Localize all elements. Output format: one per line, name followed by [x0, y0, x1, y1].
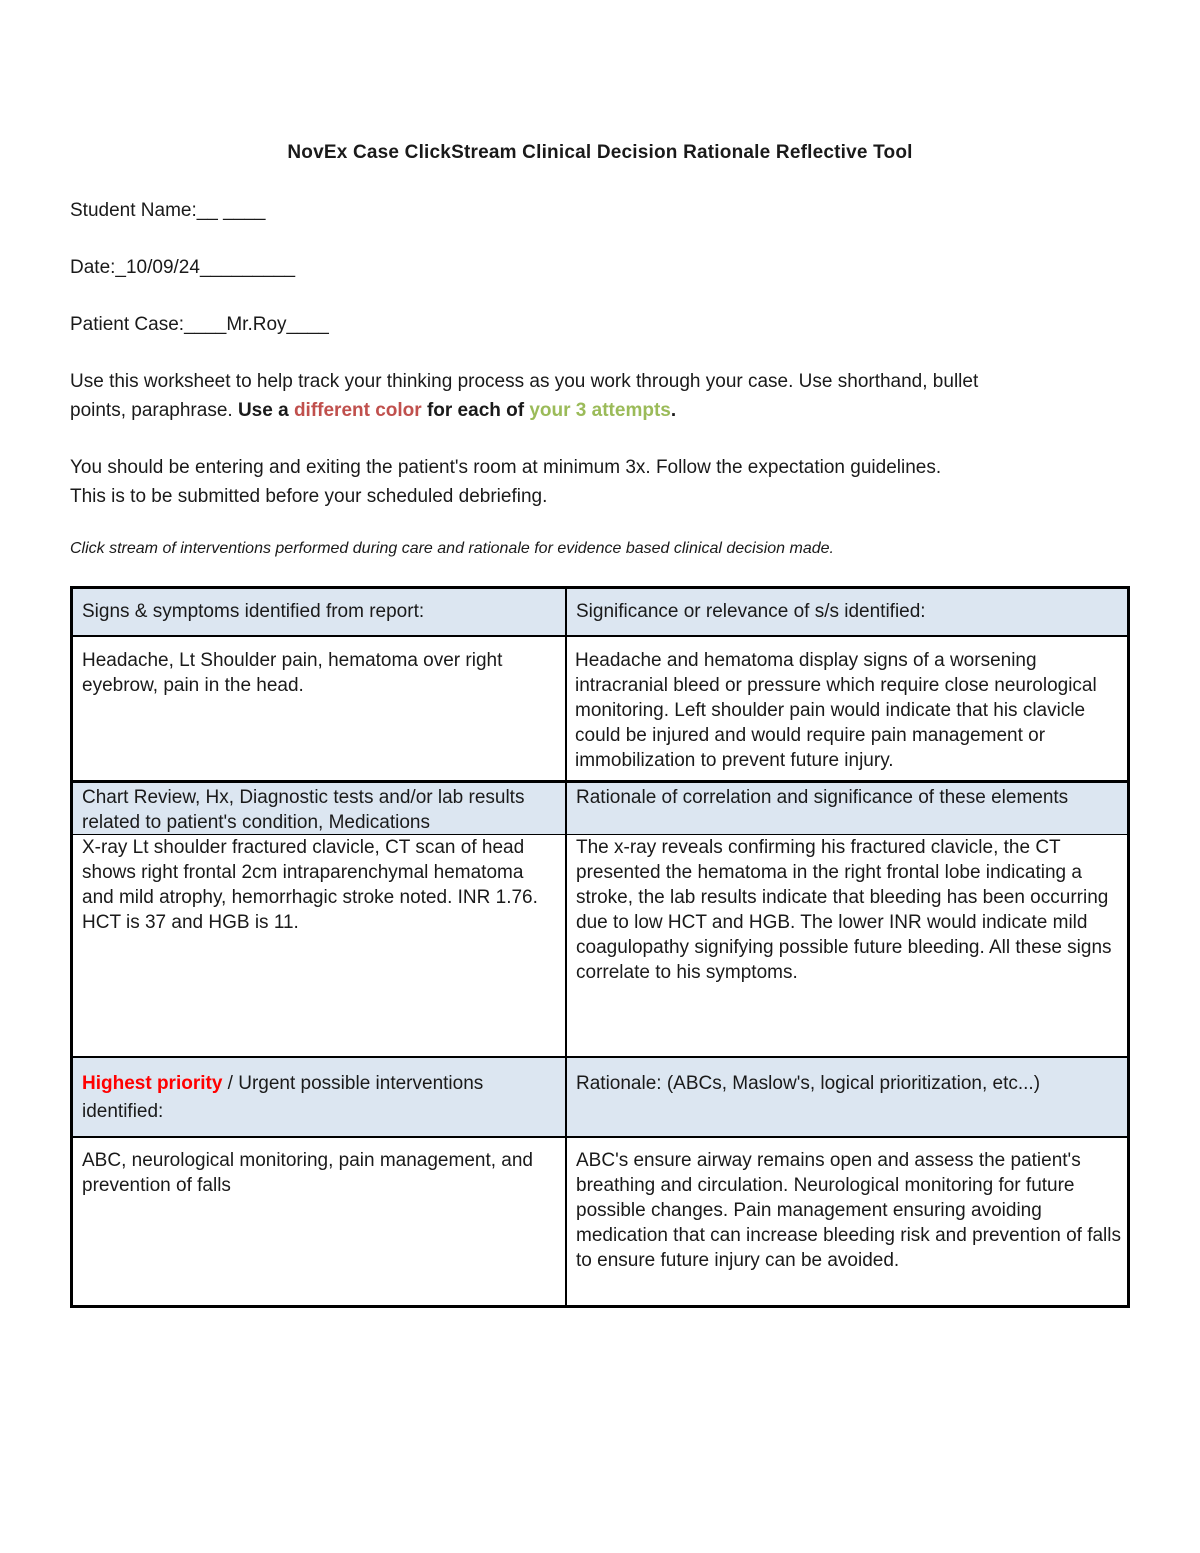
date-field: Date:_10/09/24_________ [70, 257, 296, 278]
table-border-row1 [70, 635, 1130, 637]
clickstream-note: Click stream of interventions performed during care and rationale for evidence based clinical decision made. [70, 540, 834, 557]
table-border-row2 [70, 780, 1130, 783]
page-title: NovEx Case ClickStream Clinical Decision Rationale Reflective Tool [287, 142, 913, 163]
patient-case-field: Patient Case:____Mr.Roy____ [70, 314, 329, 335]
table-header-highest-priority: Highest priority / Urgent possible interventions identified: [72, 1057, 566, 1137]
table-header-signs-symptoms: Signs & symptoms identified from report: [72, 588, 566, 636]
chart-review-cell: X-ray Lt shoulder fractured clavicle, CT scan of head shows right frontal 2cm intraparenchymal hematoma and mild atrophy, hemorrhagic stroke noted. INR 1.76. HCT is 37 and HGB is 11. [82, 837, 538, 933]
table-border-bottom [70, 1305, 1130, 1308]
table-border-right [1127, 586, 1130, 1308]
table-header-significance: Significance or relevance of s/s identified: [566, 588, 1128, 636]
instructions-paragraph [70, 367, 1140, 425]
table-border-row4 [70, 1056, 1130, 1058]
table-header-rationale-abcs: Rationale: (ABCs, Maslow's, logical prioritization, etc...) [566, 1057, 1128, 1137]
instructions-line-2: points, paraphrase. Use a different color for each of your 3 attempts. [70, 400, 677, 421]
signs-symptoms-cell: Headache, Lt Shoulder pain, hematoma over right eyebrow, pain in the head. [82, 650, 503, 696]
attempts-text: your 3 attempts [529, 400, 671, 421]
interventions-rationale-cell: ABC's ensure airway remains open and assess the patient's breathing and circulation. Neurological monitoring for future possible changes. Pain management ensuring avoiding medication that can increase bleeding risk and prevention of falls to ensure future injury can be avoided. [576, 1150, 1121, 1271]
table-header-rationale-correlation: Rationale of correlation and significance of these elements [566, 782, 1128, 835]
table-border-top [70, 586, 1130, 589]
table-border-row5 [70, 1136, 1130, 1138]
guidelines-line-1: You should be entering and exiting the patient's room at minimum 3x. Follow the expectation guidelines. [70, 457, 942, 478]
significance-cell: Headache and hematoma display signs of a worsening intracranial bleed or pressure which require close neurological monitoring. Left shoulder pain would indicate that his clavicle could be injured and would require pain management or immobilization to prevent future injury. [575, 650, 1097, 771]
table-border-left [70, 586, 73, 1308]
guidelines-paragraph [70, 453, 1140, 511]
table-border-middle [565, 586, 567, 1308]
instructions-line-1: Use this worksheet to help track your thinking process as you work through your case. Use shorthand, bullet [70, 371, 979, 392]
highest-priority-text: Highest priority [82, 1073, 223, 1094]
interventions-cell: ABC, neurological monitoring, pain management, and prevention of falls [82, 1150, 533, 1196]
student-name-field: Student Name:__ ____ [70, 200, 266, 221]
correlation-cell: The x-ray reveals confirming his fractured clavicle, the CT presented the hematoma in the right frontal lobe indicating a stroke, the lab results indicate that bleeding has been occurring due to low HCT and HGB. The lower INR would indicate mild coagulopathy signifying possible future bleeding. All these signs correlate to his symptoms. [576, 837, 1112, 983]
guidelines-line-2: This is to be submitted before your scheduled debriefing. [70, 486, 548, 507]
table-header-chart-review: Chart Review, Hx, Diagnostic tests and/or lab results related to patient's condition, Medications [72, 782, 566, 835]
different-color-text: different color [293, 400, 422, 421]
table-border-row3 [70, 834, 1130, 835]
